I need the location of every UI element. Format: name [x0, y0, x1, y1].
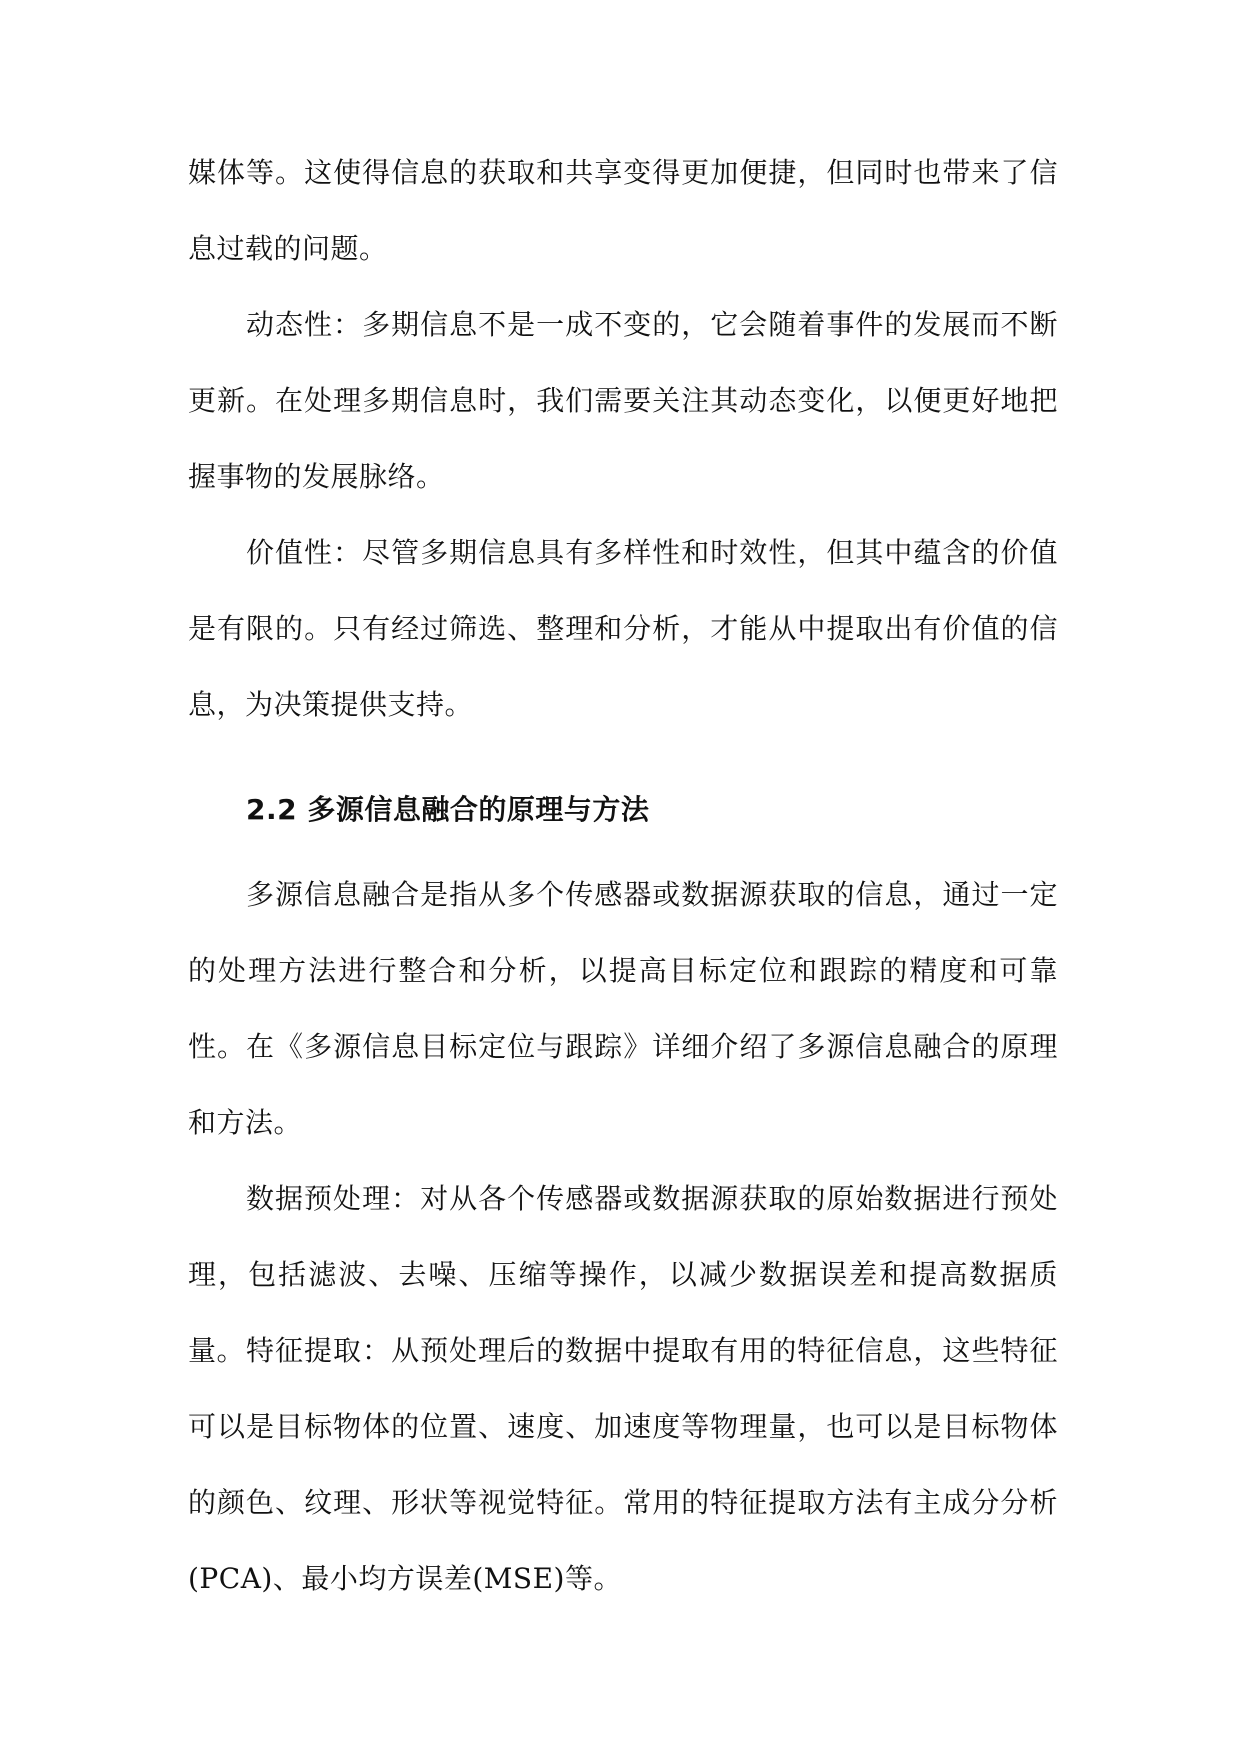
paragraph-feature-extraction: 特征提取：从预处理后的数据中提取有用的特征信息，这些特征可以是目标物体的位置、速度、加速度等物理量，也可以是目标物体的颜色、纹理、形状等视觉特征。常用的特征提取方法有主成分分析(PCA)、最小均方误差(MSE)等。 — [188, 1334, 1058, 1595]
paragraph-preprocessing: 数据预处理：对从各个传感器或数据源获取的原始数据进行预处理，包括滤波、去噪、压缩等操作，以减少数据误差和提高数据质量。 — [188, 1182, 1058, 1367]
paragraph-dynamic: 动态性：多期信息不是一成不变的，它会随着事件的发展而不断更新。在处理多期信息时，我们需要关注其动态变化，以便更好地把握事物的发展脉络。 — [188, 308, 1058, 493]
section-heading: 2.2 多源信息融合的原理与方法 — [246, 793, 650, 826]
paragraph-fusion-intro: 多源信息融合是指从多个传感器或数据源获取的信息，通过一定的处理方法进行整合和分析，以提高目标定位和跟踪的精度和可靠性。在《多源信息目标定位与跟踪》详细介绍了多源信息融合的原理和方法。 — [188, 878, 1058, 1139]
paragraph-value: 价值性：尽管多期信息具有多样性和时效性，但其中蕴含的价值是有限的。只有经过筛选、整理和分析，才能从中提取出有价值的信息，为决策提供支持。 — [188, 536, 1058, 721]
paragraph-continuation: 媒体等。这使得信息的获取和共享变得更加便捷，但同时也带来了信息过载的问题。 — [188, 156, 1058, 265]
